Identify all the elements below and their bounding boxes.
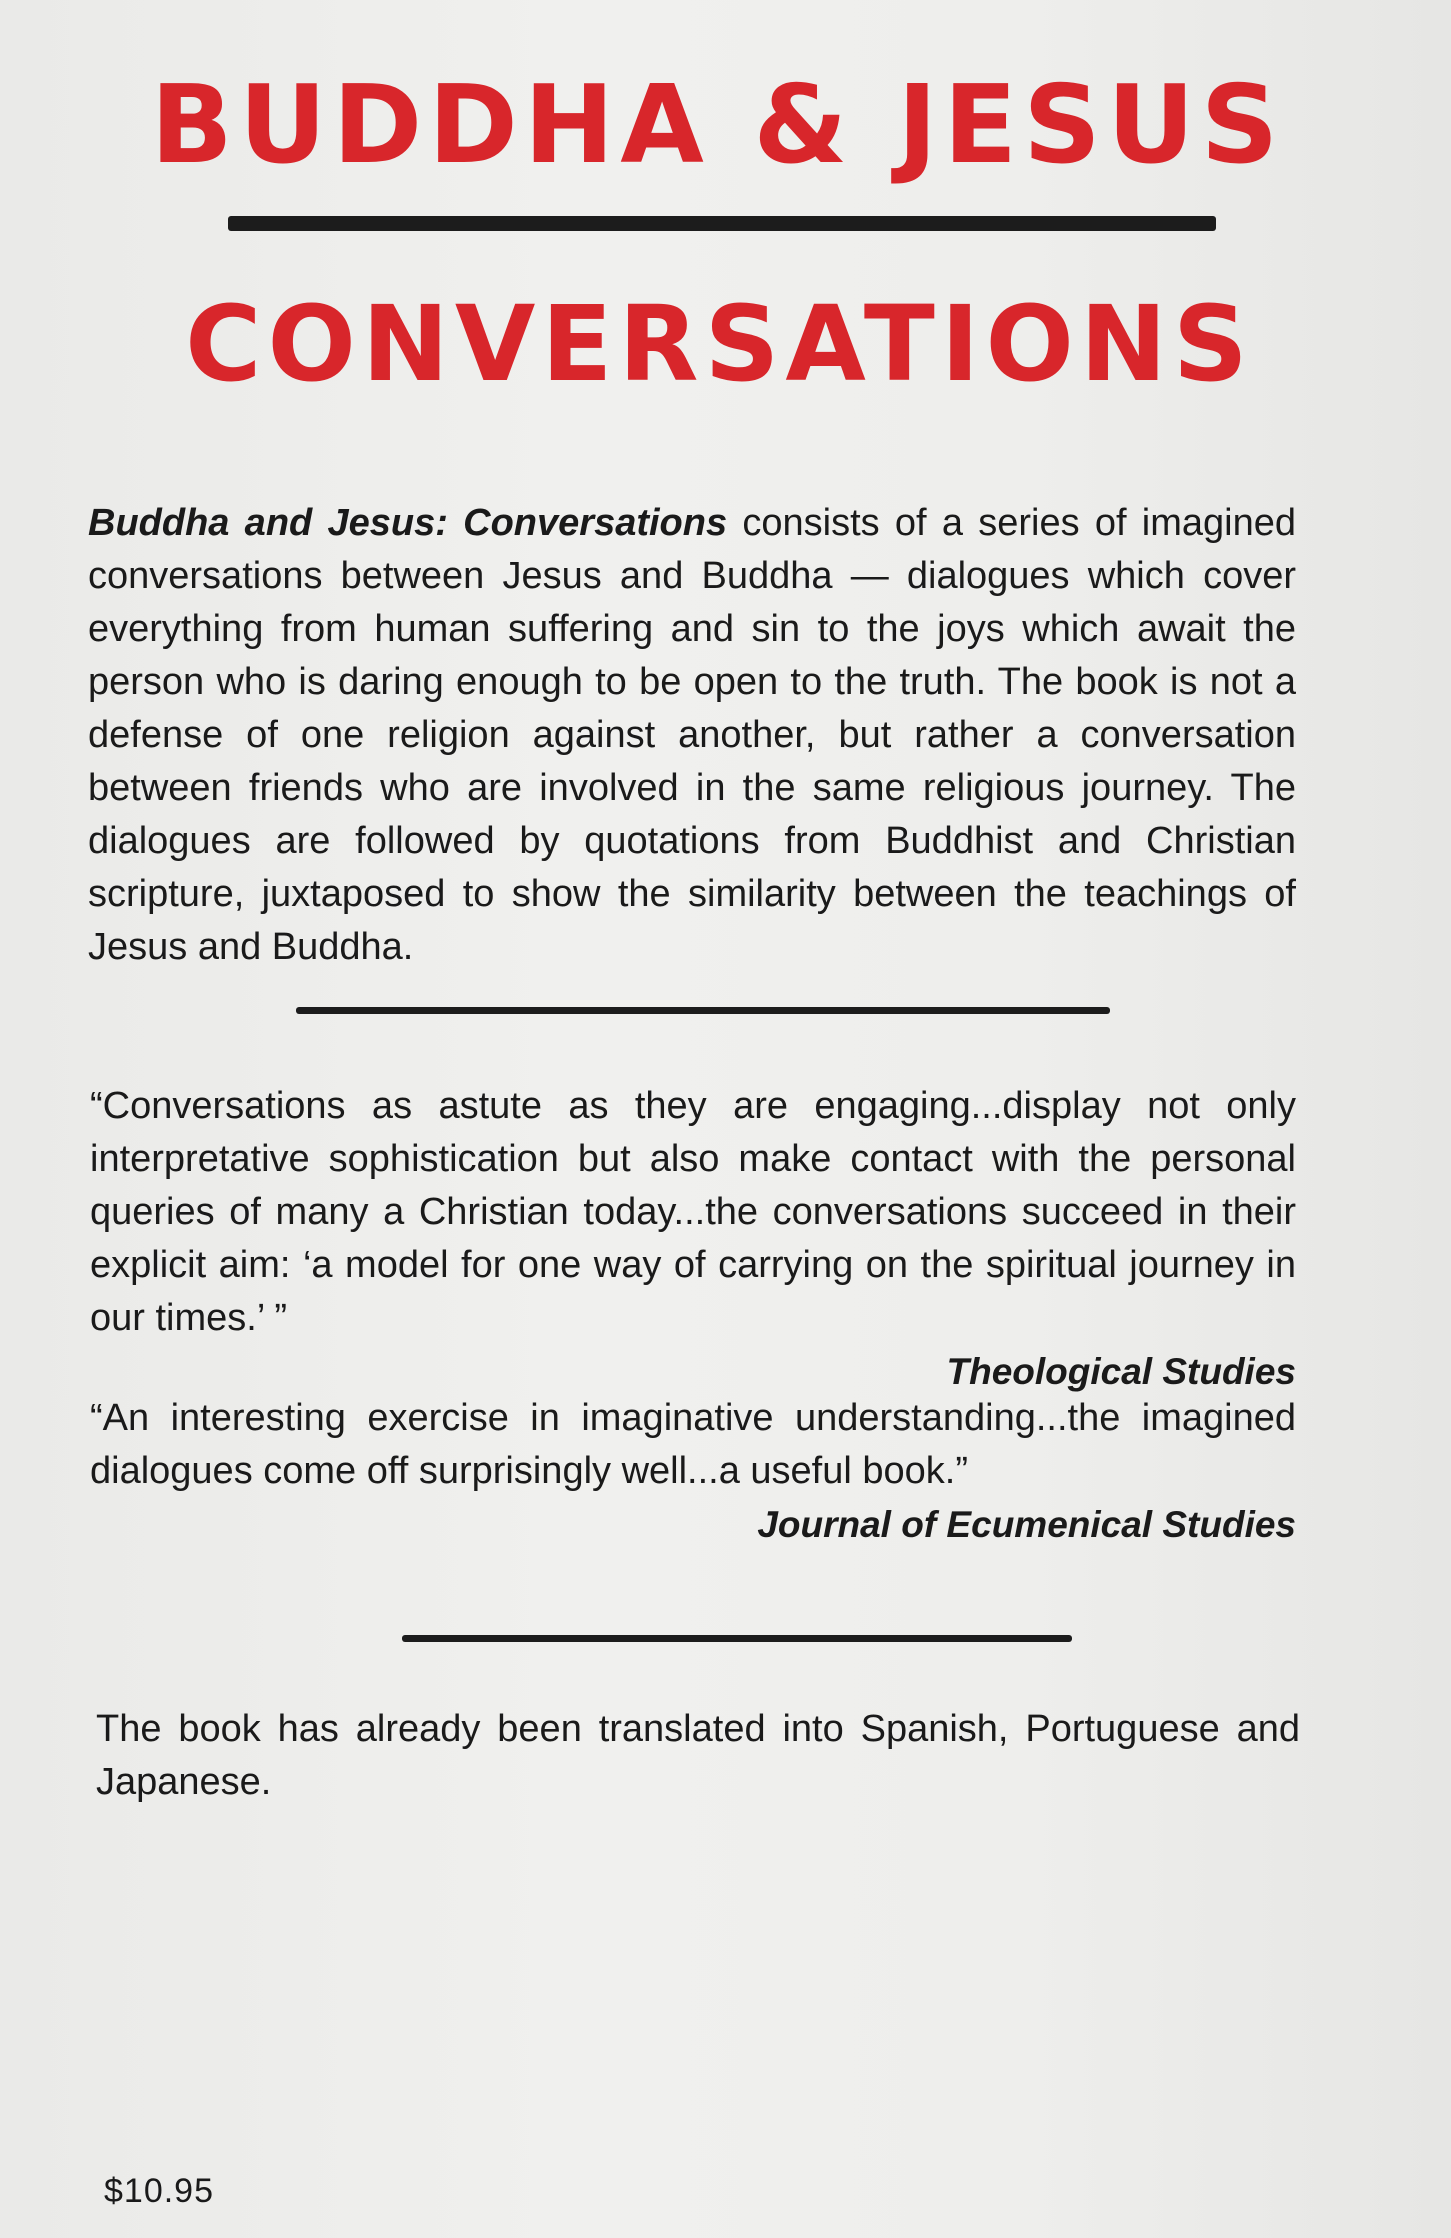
book-description xyxy=(88,497,1296,974)
title-divider xyxy=(228,216,1216,231)
review-source: Journal of Ecumenical Studies xyxy=(757,1504,1296,1545)
review-source: Theological Studies xyxy=(946,1351,1296,1392)
section-divider-1 xyxy=(296,1007,1110,1014)
title-conversations: CONVERSATIONS xyxy=(185,283,1254,405)
translations-note: The book has already been translated into Spanish, Portuguese and Japanese. xyxy=(96,1708,1300,1803)
review-quote: “An interesting exercise in imaginative understanding...the imagined dialogues come off surprisingly well...a useful book.” xyxy=(90,1397,1296,1492)
description-lead: Buddha and Jesus: Conversations xyxy=(88,502,728,544)
title-buddha-jesus: BUDDHA & JESUS xyxy=(150,63,1285,188)
review-journal-ecumenical-studies xyxy=(90,1392,1296,1551)
section-divider-2 xyxy=(402,1635,1072,1642)
description-body: consists of a series of imagined conversations between Jesus and Buddha — dialogues which cover everything from human suffering and sin to the joys which await the person who is daring enough to be open to the truth. The book is not a defense of one religion against another, but rather a conversation between friends who are involved in the same religious journey. The dialogues are followed by quotations from Buddhist and Christian scripture, juxtaposed to show the similarity between the teachings of Jesus and Buddha. xyxy=(88,502,1296,968)
review-quote: “Conversations as astute as they are engaging...display not only interpretative sophistication but also make contact with the personal queries of many a Christian today...the conversations succeed in their explicit aim: ‘a model for one way of carrying on the spiritual journey in our times.’ ” xyxy=(90,1085,1296,1339)
price-label: $10.95 xyxy=(104,2172,214,2210)
review-theological-studies xyxy=(90,1080,1296,1398)
